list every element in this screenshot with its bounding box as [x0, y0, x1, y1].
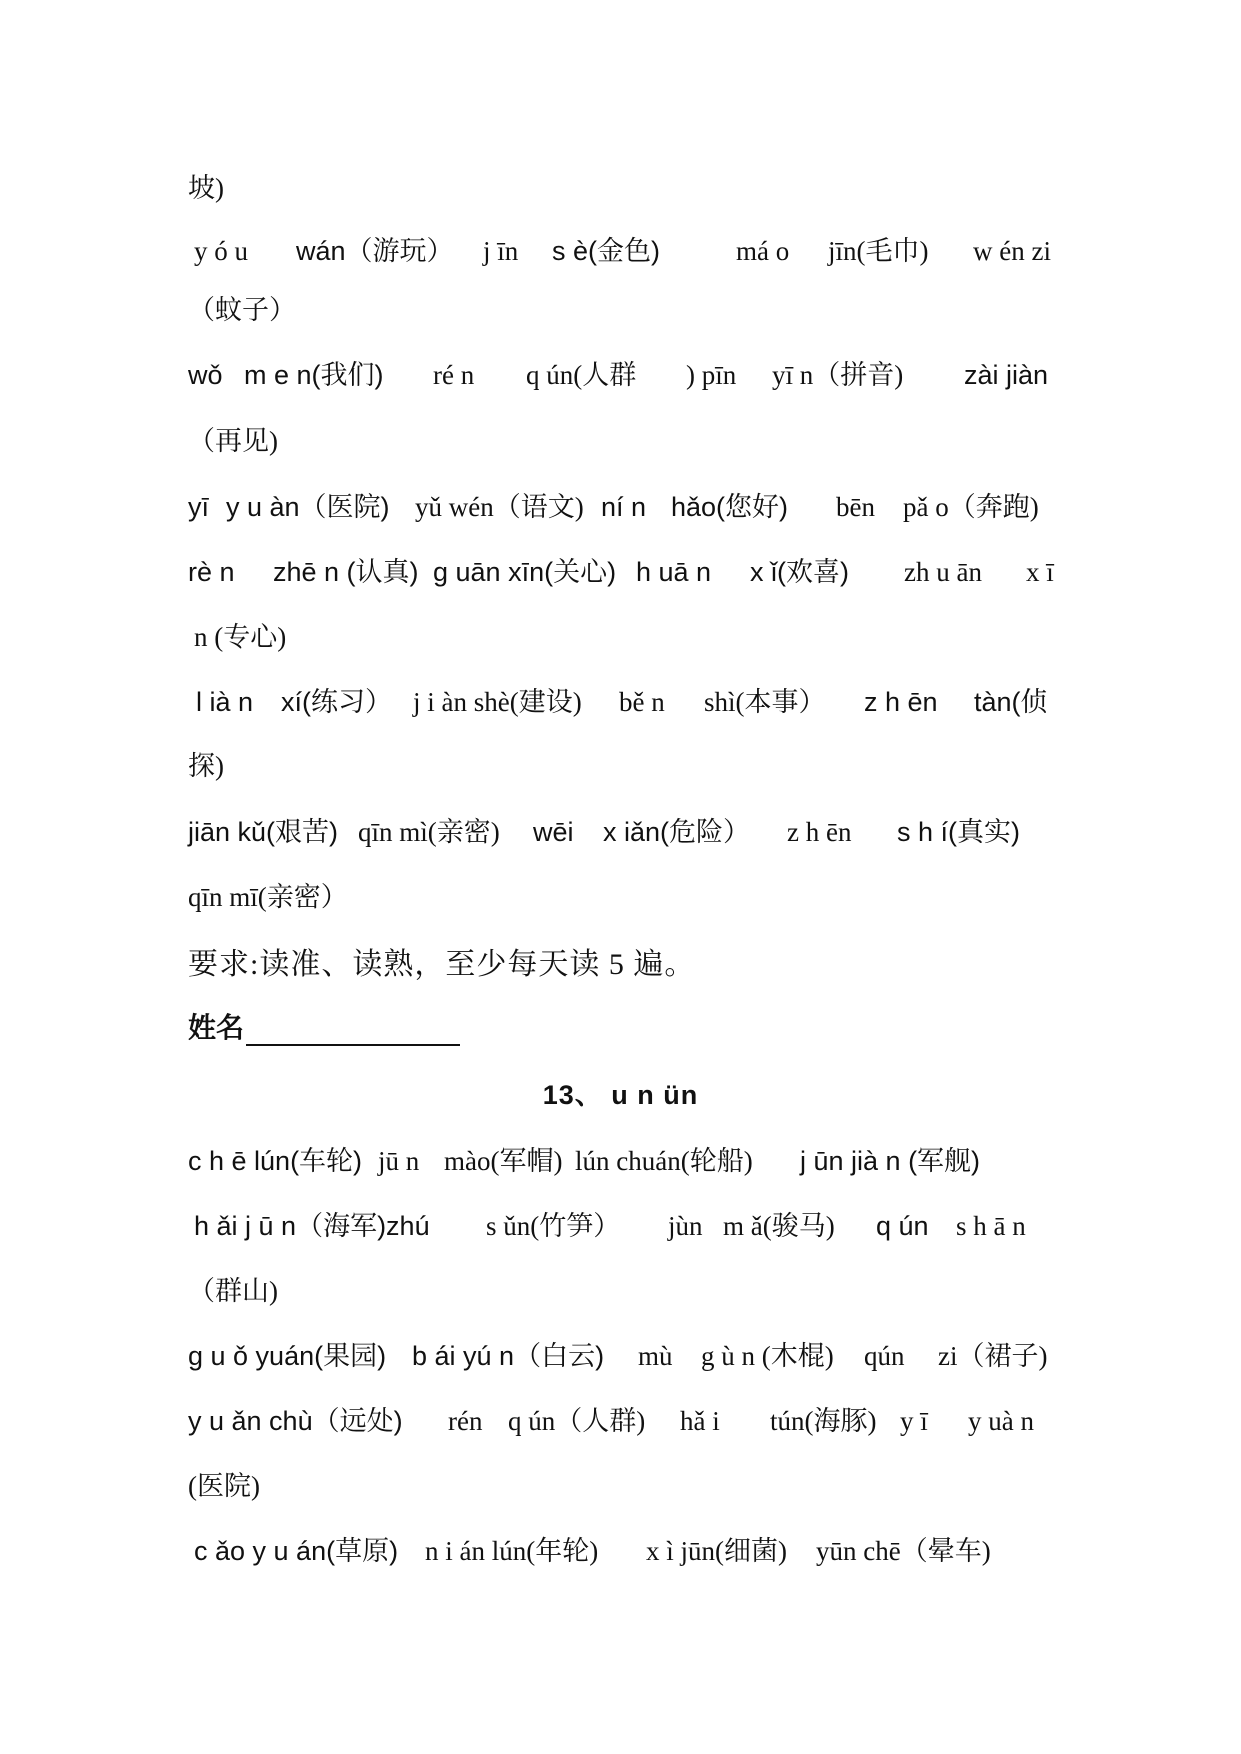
- text-line: [188, 1206, 1058, 1246]
- word: yī: [188, 492, 210, 522]
- word: x iǎn(危险）: [603, 817, 751, 847]
- text-line: [188, 746, 1058, 786]
- word: yī n（拼音): [772, 360, 904, 390]
- text-line: [188, 290, 1058, 330]
- word: z h ēn: [864, 687, 938, 717]
- word: l ià n: [196, 687, 254, 717]
- word: x ī: [1026, 557, 1054, 587]
- text-line: [188, 877, 1058, 917]
- text-line: [188, 1531, 1058, 1571]
- word: q ún（人群): [508, 1406, 646, 1436]
- word: ) pīn: [686, 360, 737, 390]
- word: g u ǒ yuán(果园): [188, 1341, 387, 1371]
- word: 坡): [188, 173, 224, 203]
- word: s h ā n: [956, 1211, 1026, 1241]
- word: xí(练习）: [281, 687, 392, 717]
- word: g uān xīn(关心): [433, 557, 617, 587]
- word: zi（裙子): [938, 1341, 1048, 1371]
- word: g ù n (木棍): [701, 1341, 834, 1371]
- word: n (专心): [194, 622, 287, 652]
- word: ré n: [433, 360, 475, 390]
- word: m ǎ(骏马): [723, 1211, 835, 1241]
- word: y ī: [900, 1406, 928, 1436]
- requirement-text: [188, 943, 1058, 987]
- name-label: 姓名: [188, 1012, 245, 1043]
- word: rén: [448, 1406, 483, 1436]
- text-line: [188, 421, 1058, 461]
- text-line: [188, 1141, 1058, 1181]
- word: jùn: [668, 1211, 703, 1241]
- word: y u ǎn chù（远处): [188, 1406, 403, 1436]
- word: c h ē lún(车轮): [188, 1146, 363, 1176]
- word: zhē n (认真): [273, 557, 419, 587]
- word: q ún: [876, 1211, 929, 1241]
- word: （再见): [188, 426, 278, 456]
- word: yǔ wén（语文): [415, 492, 584, 522]
- word: lún chuán(轮船): [575, 1146, 753, 1176]
- word: qún: [864, 1341, 905, 1371]
- word: hǎ i: [680, 1406, 720, 1436]
- word: (医院): [188, 1471, 260, 1501]
- text-line: [188, 682, 1058, 722]
- word: zh u ān: [904, 557, 982, 587]
- word: bēn: [836, 492, 875, 522]
- word: s è(金色): [552, 236, 660, 266]
- name-field-row: [188, 1008, 1058, 1048]
- word: j īn: [483, 236, 519, 266]
- word: pǎ o（奔跑): [903, 492, 1039, 522]
- text-line: [188, 231, 1058, 271]
- section-heading: 13、 u n ün: [542, 1080, 699, 1110]
- word: 探): [188, 751, 224, 781]
- word: x ì jūn(细菌): [646, 1536, 787, 1566]
- word: tàn(侦: [974, 687, 1048, 717]
- word: hǎo(您好): [671, 492, 789, 522]
- word: h ǎi j ū n（海军)zhú: [194, 1211, 430, 1241]
- text-line: [188, 168, 1058, 208]
- word: c ǎo y u án(草原): [194, 1536, 399, 1566]
- word: n i án lún(年轮): [425, 1536, 599, 1566]
- text-line: [188, 1401, 1058, 1441]
- text-line: [188, 355, 1058, 395]
- word: （蚊子）: [188, 295, 296, 325]
- word: s h í(真实): [897, 817, 1021, 847]
- word: j i àn shè(建设): [413, 687, 582, 717]
- word: m e n(我们): [244, 360, 384, 390]
- word: mù: [638, 1341, 673, 1371]
- word: y uà n: [968, 1406, 1034, 1436]
- word: qīn mī(亲密）: [188, 882, 348, 912]
- word: b ái yú n（白云): [412, 1341, 605, 1371]
- word: jiān kǔ(艰苦): [188, 817, 339, 847]
- text-line: [188, 617, 1058, 657]
- text-line: [188, 1336, 1058, 1376]
- word: tún(海豚): [770, 1406, 877, 1436]
- word: x ǐ(欢喜): [750, 557, 849, 587]
- word: jū n: [378, 1146, 420, 1176]
- text-line: [188, 812, 1058, 852]
- word: wǒ: [188, 360, 223, 390]
- word: má o: [736, 236, 790, 266]
- requirement: 要求:读准、读熟，至少每天读 5 遍。: [188, 948, 696, 981]
- word: z h ēn: [787, 817, 852, 847]
- text-line: [188, 1271, 1058, 1311]
- text-line: [188, 1466, 1058, 1506]
- word: w én zi: [973, 236, 1051, 266]
- word: zài jiàn: [964, 360, 1049, 390]
- word: bě n: [619, 687, 665, 717]
- word: s ǔn(竹笋）: [486, 1211, 621, 1241]
- text-line: [188, 487, 1058, 527]
- text-line: [188, 552, 1058, 592]
- word: rè n: [188, 557, 235, 587]
- word: jīn(毛巾): [828, 236, 929, 266]
- word: y ó u: [194, 236, 248, 266]
- word: shì(本事）: [704, 687, 826, 717]
- word: yūn chē（晕车): [816, 1536, 991, 1566]
- word: j ūn jià n (军舰): [800, 1146, 981, 1176]
- word: h uā n: [636, 557, 712, 587]
- name-underline: [246, 1044, 460, 1046]
- word: y u àn（医院): [226, 492, 390, 522]
- word: q ún(人群: [526, 360, 637, 390]
- word: mào(军帽): [444, 1146, 563, 1176]
- word: （群山): [188, 1276, 278, 1306]
- word: ní n: [601, 492, 647, 522]
- word: qīn mì(亲密): [358, 817, 500, 847]
- word: wán（游玩）: [296, 236, 454, 266]
- word: wēi: [533, 817, 574, 847]
